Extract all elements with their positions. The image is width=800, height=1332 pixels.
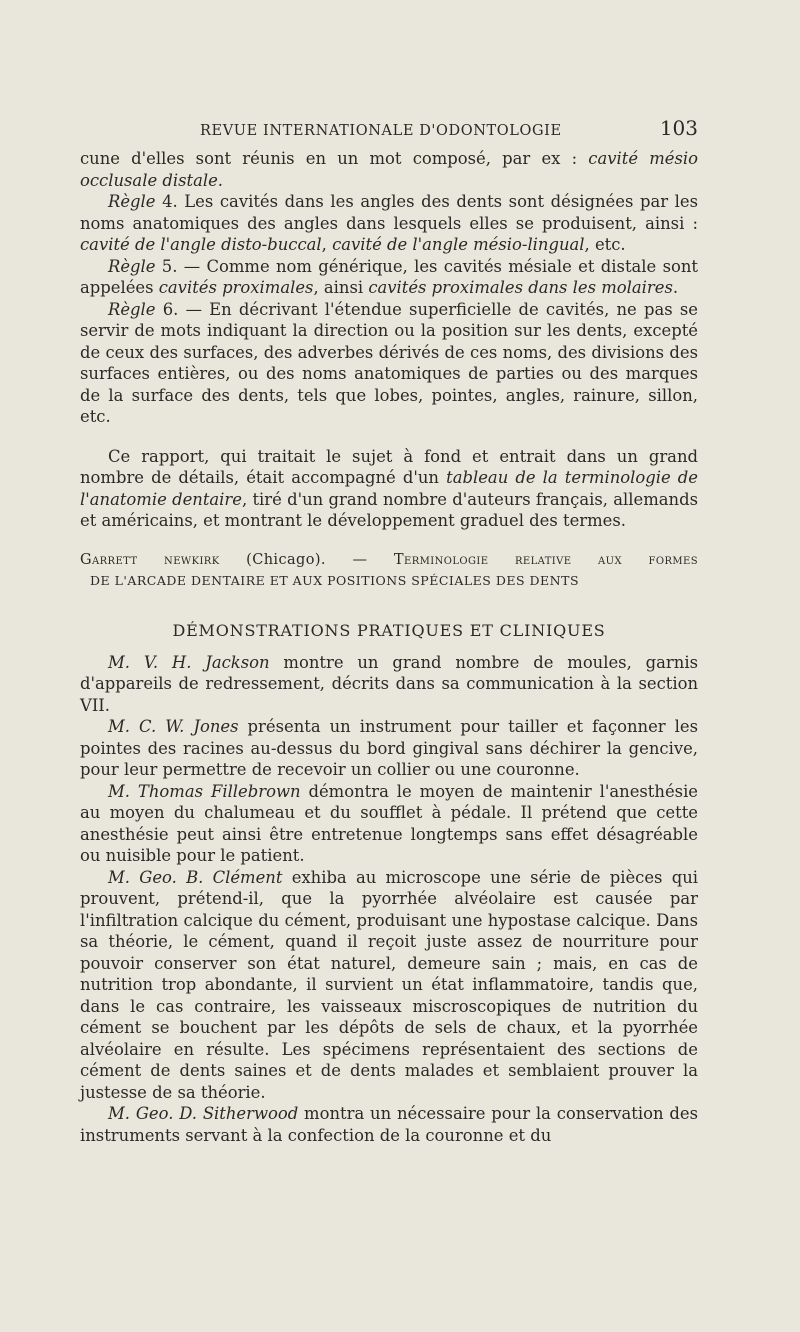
demo-paragraph: M. Thomas Fillebrown démontra le moyen de maintenir l'anesthésie au moyen du chalumeau et du soufflet à pédale. Il prétend que cette anesthésie peut ainsi être entretenue longtemps sans effet désagréable ou nuisible pour le patient.	[80, 781, 699, 865]
demo-name: M. Thomas Fillebrown	[108, 781, 301, 801]
paper-title-part2: DE L'ARCADE DENTAIRE ET AUX POSITIONS SPÉCIALES DES DENTS	[90, 572, 580, 588]
author-heading	[80, 550, 698, 571]
demo-paragraph: M. C. W. Jones présenta un instrument pour tailler et façonner les pointes des racines au-dessus du bord gingival sans déchirer la gencive, pour leur permettre de recevoir un collier ou une couronne.	[80, 717, 698, 779]
page-number: 103	[659, 116, 698, 140]
author-name: Garrett newkirk	[80, 551, 220, 568]
demo-paragraph: M. Geo. B. Clément exhiba au microscope une série de pièces qui prouvent, prétend-il, que la pyorrhée alvéolaire est causée par l'infiltration calcique du cément, produisant une hypostase calcique. Dans sa théorie, le cément, quand il reçoit juste assez de nourriture pour pouvoir conserver son état naturel, demeure sain ; mais, en cas de nutrition trop abondante, il survient un état inflammatoire, tandis que, dans le cas contraire, les vaisseaux miscroscopiques de nutrition du cément se bouchent par les dépôts de sels de chaux, et la pyorrhée alvéolaire en résulte. Les spécimens représentaient des sections de cément de dents saines et de dents malades et semblaient prouver la justesse de sa théorie.	[80, 867, 698, 1102]
running-head	[80, 116, 698, 148]
paragraph-rapport: Ce rapport, qui traitait le sujet à fond et entrait dans un grand nombre de détails, était accompagné d'un tableau de la terminologie de l'anatomie dentaire, tiré d'un grand nombre d'auteurs français, allemands et américains, et montrant le développement graduel des termes.	[80, 446, 698, 530]
paragraph-regle-6: Règle 6. — En décrivant l'étendue superficielle de cavités, ne pas se servir de mots indiquant la direction ou la position sur les dents, excepté de ceux des surfaces, des adverbes dérivés de ces noms, des divisions des surfaces entières, ou des noms anatomiques de parties ou des marques de la surface des dents, tels que lobes, pointes, angles, rainure, sillon, etc.	[80, 299, 698, 426]
demo-paragraph: M. V. H. Jackson montre un grand nombre de moules, garnis d'appareils de redressement, décrits dans sa communication à la section VII.	[80, 652, 698, 715]
paragraph-regle-5: Règle 5. — Comme nom générique, les cavités mésiale et distale sont appelées cavités proximales, ainsi cavités proximales dans les molaires.	[80, 256, 698, 297]
author-city: (Chicago). —	[219, 551, 394, 568]
demo-name: M. V. H. Jackson	[108, 652, 270, 672]
demo-name: M. Geo. B. Clément	[108, 867, 283, 887]
paragraph-gap	[80, 532, 698, 550]
demo-paragraph: M. Geo. D. Sitherwood montra un nécessaire pour la conservation des instruments servant à la confection de la couronne et du	[80, 1104, 698, 1145]
paper-title-part1: Terminologie relative aux formes	[393, 551, 699, 568]
demo-name: M. Geo. D. Sitherwood	[108, 1104, 299, 1123]
paragraph-continuation: cune d'elles sont réunis en un mot composé, par ex : cavité mésio occlusale distale.	[80, 149, 698, 190]
paragraph-gap	[80, 428, 698, 446]
journal-title: REVUE INTERNATIONALE D'ODONTOLOGIE	[200, 123, 562, 139]
demo-name: M. C. W. Jones	[108, 717, 239, 736]
paragraph-regle-4: Règle 4. Les cavités dans les angles des dents sont désignées par les noms anatomiques des angles dans lesquels elles se produisent, ainsi : cavité de l'angle disto-buccal, cavité de l'angle mésio-lingual, etc.	[80, 192, 698, 254]
section-title: DÉMONSTRATIONS PRATIQUES ET CLINIQUES	[172, 620, 606, 640]
